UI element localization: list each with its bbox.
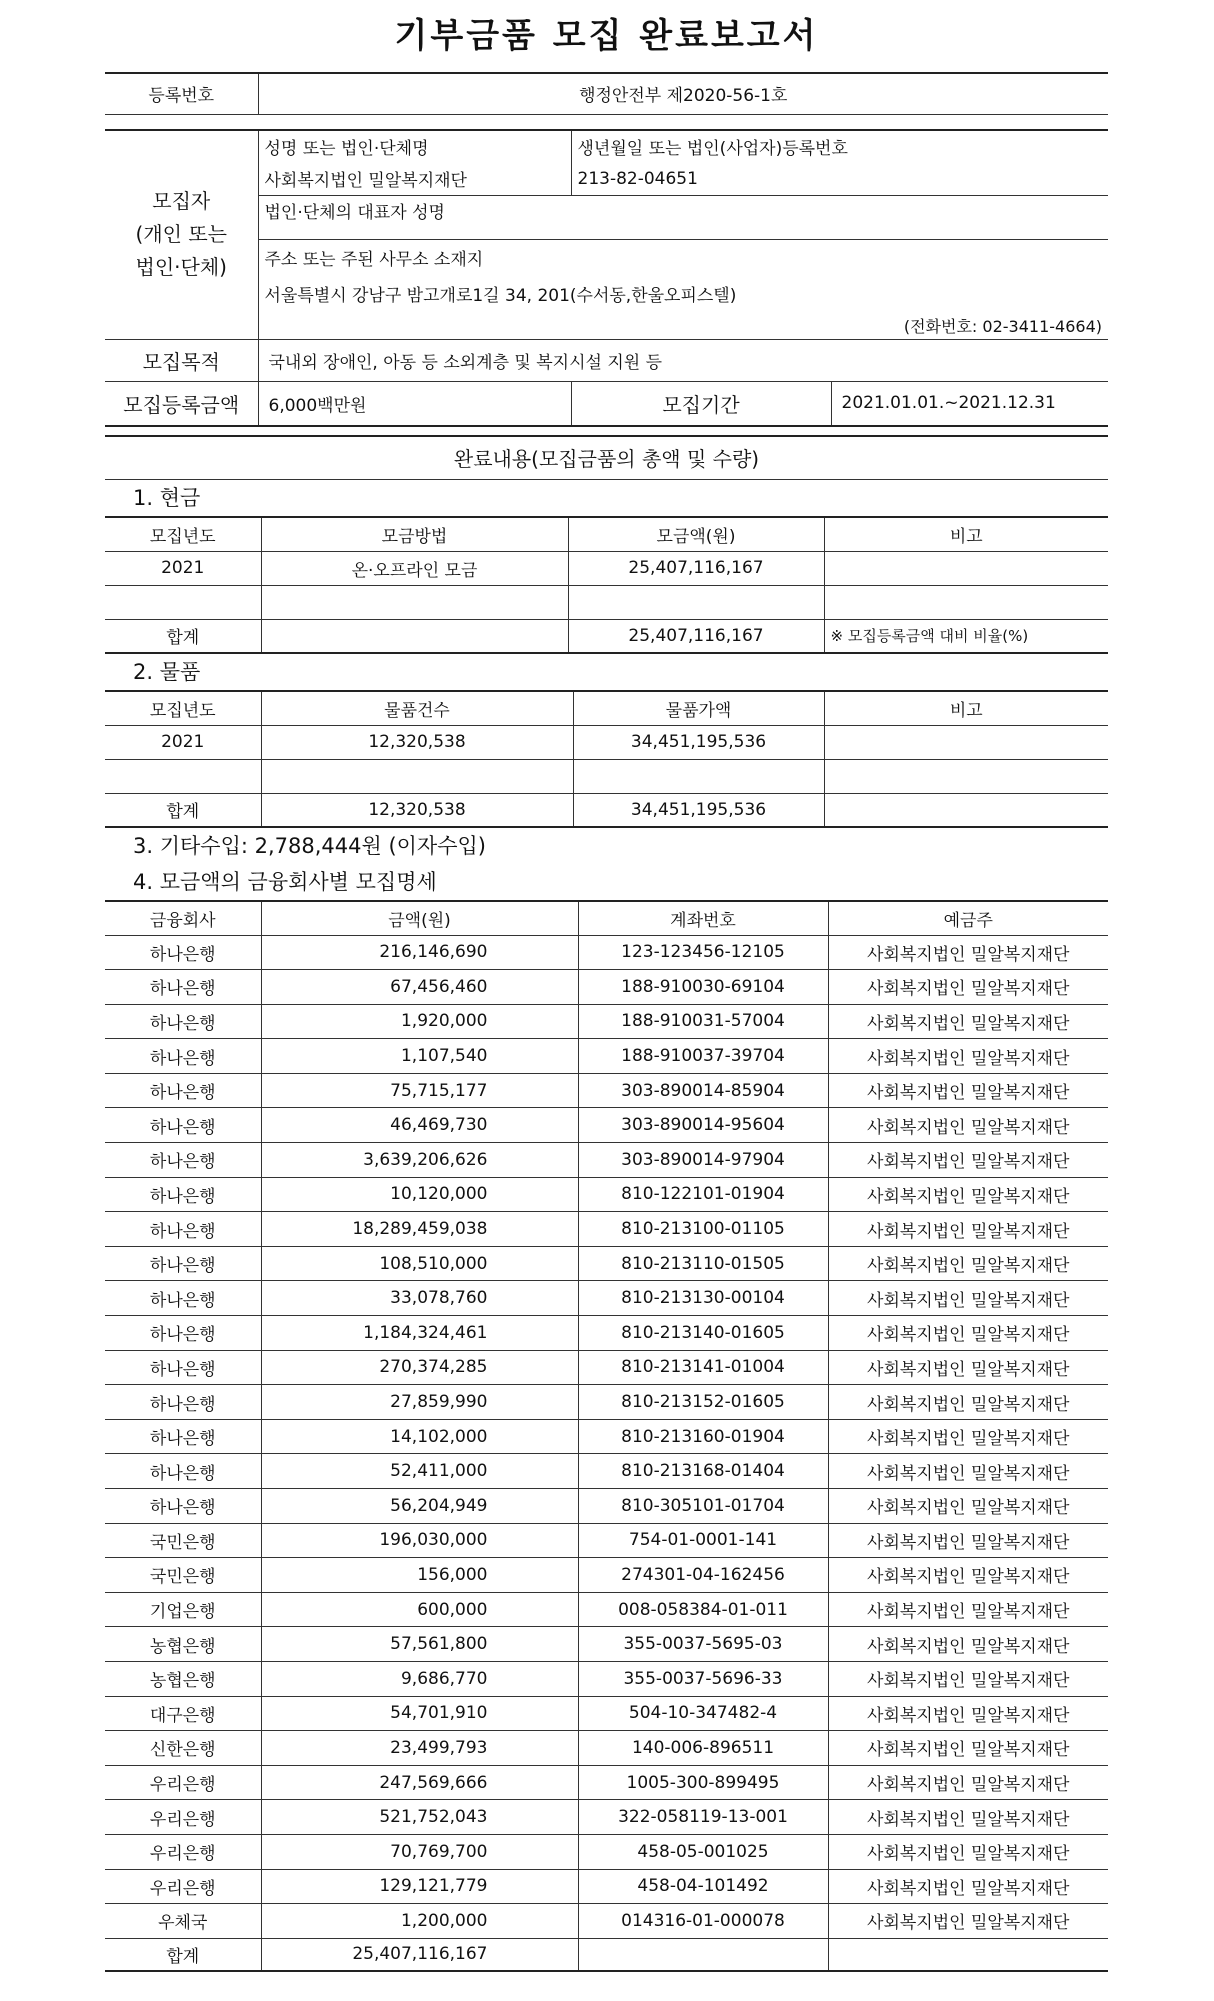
deposit-amount: 23,499,793	[261, 1731, 578, 1766]
table-row	[105, 1143, 1108, 1178]
table-row	[105, 1765, 1108, 1800]
table-row	[105, 1489, 1108, 1524]
cash-header-note: 비고	[824, 517, 1108, 551]
bank-name: 하나은행	[149, 1083, 216, 1104]
cash-total-amount: 25,407,116,167	[568, 619, 824, 653]
table-row	[105, 1177, 1108, 1212]
bank-name: 하나은행	[149, 1152, 216, 1173]
bank-name: 하나은행	[149, 1013, 216, 1034]
deposit-amount: 67,456,460	[261, 970, 578, 1005]
deposit-amount: 129,121,779	[261, 1869, 578, 1904]
name-label: 성명 또는 법인·단체명	[258, 130, 571, 163]
accounts-header-bank: 금융회사	[149, 910, 216, 931]
account-holder: 사회복지법인 밀알복지재단	[828, 1281, 1108, 1316]
account-number: 810-213160-01904	[578, 1419, 828, 1454]
accounts-header-account: 계좌번호	[578, 901, 828, 935]
registration-table	[105, 72, 1108, 115]
account-holder: 사회복지법인 밀알복지재단	[828, 1800, 1108, 1835]
account-number: 355-0037-5695-03	[578, 1627, 828, 1662]
account-holder: 사회복지법인 밀알복지재단	[828, 1454, 1108, 1489]
goods-value: 34,451,195,536	[573, 725, 824, 759]
bank-name: 하나은행	[149, 1290, 216, 1311]
collector-table	[105, 129, 1108, 427]
bank-name: 하나은행	[149, 1394, 216, 1415]
amount-value: 6,000백만원	[258, 382, 571, 426]
bank-name: 하나은행	[149, 1256, 216, 1277]
deposit-amount: 46,469,730	[261, 1108, 578, 1143]
bank-name: 하나은행	[149, 1117, 216, 1138]
deposit-amount: 270,374,285	[261, 1350, 578, 1385]
bank-name: 우리은행	[149, 1844, 216, 1865]
deposit-amount: 247,569,666	[261, 1765, 578, 1800]
bank-name: 우리은행	[149, 1878, 216, 1899]
accounts-body	[105, 935, 1108, 1938]
goods-section-title: 2. 물품	[133, 660, 201, 684]
cash-year: 2021	[161, 558, 205, 578]
account-number: 754-01-0001-141	[578, 1523, 828, 1558]
deposit-amount: 1,107,540	[261, 1039, 578, 1074]
bank-name: 신한은행	[149, 1740, 216, 1761]
name-value: 사회복지법인 밀알복지재단	[258, 163, 571, 196]
account-number: 458-04-101492	[578, 1869, 828, 1904]
account-holder: 사회복지법인 밀알복지재단	[828, 1419, 1108, 1454]
account-number: 014316-01-000078	[578, 1904, 828, 1939]
goods-total-value: 34,451,195,536	[573, 793, 824, 827]
table-row	[105, 1073, 1108, 1108]
deposit-amount: 14,102,000	[261, 1419, 578, 1454]
bank-name: 국민은행	[149, 1532, 216, 1553]
period-value: 2021.01.01.~2021.12.31	[831, 382, 1108, 426]
bank-name: 하나은행	[149, 1463, 216, 1484]
deposit-amount: 196,030,000	[261, 1523, 578, 1558]
account-holder: 사회복지법인 밀알복지재단	[828, 1073, 1108, 1108]
representative-label: 법인·단체의 대표자 성명	[258, 196, 1108, 226]
address-label: 주소 또는 주된 사무소 소재지	[258, 240, 1108, 276]
account-number: 458-05-001025	[578, 1834, 828, 1869]
cash-amount: 25,407,116,167	[568, 551, 824, 585]
table-row	[105, 1039, 1108, 1074]
deposit-amount: 27,859,990	[261, 1385, 578, 1420]
account-holder: 사회복지법인 밀알복지재단	[828, 1212, 1108, 1247]
bank-name: 하나은행	[149, 1048, 216, 1069]
cash-total-label: 합계	[166, 628, 200, 649]
cash-section-title: 1. 현금	[133, 486, 201, 510]
collector-label-line: 법인·단체)	[135, 255, 227, 280]
deposit-amount: 10,120,000	[261, 1177, 578, 1212]
table-row	[105, 935, 1108, 970]
bank-name: 기업은행	[149, 1602, 216, 1623]
table-row	[105, 1696, 1108, 1731]
account-number: 303-890014-95604	[578, 1108, 828, 1143]
bank-name: 농협은행	[149, 1636, 216, 1657]
deposit-amount: 54,701,910	[261, 1696, 578, 1731]
collector-label-line: (개인 또는	[135, 222, 227, 247]
table-row	[105, 970, 1108, 1005]
regno-label: 생년월일 또는 법인(사업자)등록번호	[571, 130, 1108, 163]
table-row	[105, 1454, 1108, 1489]
goods-header-year: 모집년도	[149, 700, 216, 721]
deposit-amount: 52,411,000	[261, 1454, 578, 1489]
accounts-header-amount: 금액(원)	[261, 901, 578, 935]
account-holder: 사회복지법인 밀알복지재단	[828, 1316, 1108, 1351]
phone-number: (전화번호: 02-3411-4664)	[258, 312, 1108, 340]
table-row	[105, 1592, 1108, 1627]
goods-table	[105, 690, 1108, 828]
cash-header-year: 모집년도	[149, 526, 216, 547]
cash-note	[824, 551, 1108, 585]
account-holder: 사회복지법인 밀알복지재단	[828, 1904, 1108, 1939]
account-number: 810-213130-00104	[578, 1281, 828, 1316]
account-holder: 사회복지법인 밀알복지재단	[828, 1246, 1108, 1281]
account-holder: 사회복지법인 밀알복지재단	[828, 1834, 1108, 1869]
table-row	[105, 1661, 1108, 1696]
cash-table	[105, 516, 1108, 654]
period-label: 모집기간	[571, 382, 831, 426]
table-row	[105, 1523, 1108, 1558]
purpose-label: 모집목적	[142, 350, 220, 374]
goods-header-value: 물품가액	[573, 691, 824, 725]
amount-label: 모집등록금액	[123, 392, 240, 417]
document-title: 기부금품 모집 완료보고서	[394, 16, 819, 56]
account-holder: 사회복지법인 밀알복지재단	[828, 1039, 1108, 1074]
deposit-amount: 156,000	[261, 1558, 578, 1593]
table-row	[105, 1627, 1108, 1662]
bank-name: 하나은행	[149, 1498, 216, 1519]
bank-name: 우리은행	[149, 1775, 216, 1796]
account-number: 140-006-896511	[578, 1731, 828, 1766]
table-row	[105, 1004, 1108, 1039]
account-holder: 사회복지법인 밀알복지재단	[828, 935, 1108, 970]
completion-title: 완료내용(모집금품의 총액 및 수량)	[453, 447, 760, 472]
account-number: 810-213141-01004	[578, 1350, 828, 1385]
account-number: 274301-04-162456	[578, 1558, 828, 1593]
account-number: 008-058384-01-011	[578, 1592, 828, 1627]
bank-name: 농협은행	[149, 1671, 216, 1692]
bank-name: 하나은행	[149, 1359, 216, 1380]
address-value: 서울특별시 강남구 밤고개로1길 34, 201(수서동,한울오피스텔)	[258, 276, 1108, 312]
goods-header-count: 물품건수	[261, 691, 573, 725]
deposit-amount: 1,920,000	[261, 1004, 578, 1039]
account-number: 188-910037-39704	[578, 1039, 828, 1074]
accounts-header-holder: 예금주	[828, 901, 1108, 935]
table-row	[105, 1350, 1108, 1385]
deposit-amount: 1,184,324,461	[261, 1316, 578, 1351]
registration-label: 등록번호	[148, 86, 215, 107]
account-holder: 사회복지법인 밀알복지재단	[828, 1696, 1108, 1731]
deposit-amount: 521,752,043	[261, 1800, 578, 1835]
deposit-amount: 1,200,000	[261, 1904, 578, 1939]
registration-number: 행정안전부 제2020-56-1호	[258, 73, 1108, 114]
table-row	[105, 1904, 1108, 1939]
table-row	[105, 1246, 1108, 1281]
account-holder: 사회복지법인 밀알복지재단	[828, 1661, 1108, 1696]
cash-method: 온·오프라인 모금	[261, 551, 568, 585]
bank-name: 하나은행	[149, 1221, 216, 1242]
table-row	[105, 1834, 1108, 1869]
cash-header-method: 모금방법	[261, 517, 568, 551]
account-number: 123-123456-12105	[578, 935, 828, 970]
account-number: 1005-300-899495	[578, 1765, 828, 1800]
account-holder: 사회복지법인 밀알복지재단	[828, 1627, 1108, 1662]
account-holder: 사회복지법인 밀알복지재단	[828, 1489, 1108, 1524]
account-number: 810-213140-01605	[578, 1316, 828, 1351]
bank-name: 우리은행	[149, 1809, 216, 1830]
deposit-amount: 9,686,770	[261, 1661, 578, 1696]
account-holder: 사회복지법인 밀알복지재단	[828, 1108, 1108, 1143]
bank-name: 하나은행	[149, 1186, 216, 1207]
deposit-amount: 33,078,760	[261, 1281, 578, 1316]
deposit-amount: 600,000	[261, 1592, 578, 1627]
goods-year: 2021	[161, 732, 205, 752]
account-number: 810-213100-01105	[578, 1212, 828, 1247]
bank-name: 하나은행	[149, 979, 216, 1000]
table-row	[105, 1108, 1108, 1143]
bank-name: 하나은행	[149, 1325, 216, 1346]
account-holder: 사회복지법인 밀알복지재단	[828, 1004, 1108, 1039]
report-page	[105, 0, 1108, 1972]
completion-header	[105, 435, 1108, 481]
bank-name: 하나은행	[149, 944, 216, 965]
table-row	[105, 1385, 1108, 1420]
deposit-amount: 216,146,690	[261, 935, 578, 970]
deposit-amount: 75,715,177	[261, 1073, 578, 1108]
account-holder: 사회복지법인 밀알복지재단	[828, 1731, 1108, 1766]
collector-label	[105, 130, 258, 340]
account-holder: 사회복지법인 밀알복지재단	[828, 1592, 1108, 1627]
account-holder: 사회복지법인 밀알복지재단	[828, 1523, 1108, 1558]
deposit-amount: 57,561,800	[261, 1627, 578, 1662]
account-number: 355-0037-5696-33	[578, 1661, 828, 1696]
accounts-total-amount: 25,407,116,167	[261, 1938, 578, 1971]
deposit-amount: 18,289,459,038	[261, 1212, 578, 1247]
account-number: 188-910031-57004	[578, 1004, 828, 1039]
account-holder: 사회복지법인 밀알복지재단	[828, 970, 1108, 1005]
account-number: 504-10-347482-4	[578, 1696, 828, 1731]
table-row	[105, 1731, 1108, 1766]
table-row	[105, 1800, 1108, 1835]
table-row	[105, 1316, 1108, 1351]
deposit-amount: 108,510,000	[261, 1246, 578, 1281]
account-holder: 사회복지법인 밀알복지재단	[828, 1869, 1108, 1904]
goods-total-count: 12,320,538	[261, 793, 573, 827]
table-row	[105, 1558, 1108, 1593]
account-number: 303-890014-85904	[578, 1073, 828, 1108]
account-holder: 사회복지법인 밀알복지재단	[828, 1177, 1108, 1212]
account-holder: 사회복지법인 밀알복지재단	[828, 1350, 1108, 1385]
deposit-amount: 3,639,206,626	[261, 1143, 578, 1178]
accounts-section-title: 4. 모금액의 금융회사별 모집명세	[133, 870, 437, 894]
goods-note	[824, 725, 1108, 759]
goods-header-note: 비고	[824, 691, 1108, 725]
accounts-total-label: 합계	[166, 1946, 200, 1967]
account-number: 303-890014-97904	[578, 1143, 828, 1178]
account-holder: 사회복지법인 밀알복지재단	[828, 1765, 1108, 1800]
collector-label-line: 모집자	[152, 189, 211, 214]
table-row	[105, 1281, 1108, 1316]
cash-header-amount: 모금액(원)	[568, 517, 824, 551]
bank-name: 국민은행	[149, 1567, 216, 1588]
goods-count: 12,320,538	[261, 725, 573, 759]
account-number: 810-213110-01505	[578, 1246, 828, 1281]
account-number: 810-213152-01605	[578, 1385, 828, 1420]
account-holder: 사회복지법인 밀알복지재단	[828, 1558, 1108, 1593]
account-holder: 사회복지법인 밀알복지재단	[828, 1143, 1108, 1178]
cash-total-note: ※ 모집등록금액 대비 비율(%)	[824, 619, 1108, 653]
table-row	[105, 1212, 1108, 1247]
bank-name: 우체국	[158, 1913, 208, 1934]
purpose-value: 국내외 장애인, 아동 등 소외계층 및 복지시설 지원 등	[258, 340, 1108, 382]
bank-name: 대구은행	[149, 1705, 216, 1726]
account-number: 322-058119-13-001	[578, 1800, 828, 1835]
account-number: 810-213168-01404	[578, 1454, 828, 1489]
goods-total-label: 합계	[166, 802, 200, 823]
table-row	[105, 1419, 1108, 1454]
other-income: 3. 기타수입: 2,788,444원 (이자수입)	[133, 834, 486, 858]
account-number: 188-910030-69104	[578, 970, 828, 1005]
representative-value	[258, 226, 1108, 240]
accounts-table	[105, 900, 1108, 1972]
regno-value: 213-82-04651	[571, 163, 1108, 196]
account-number: 810-122101-01904	[578, 1177, 828, 1212]
table-row	[105, 1869, 1108, 1904]
deposit-amount: 70,769,700	[261, 1834, 578, 1869]
account-holder: 사회복지법인 밀알복지재단	[828, 1385, 1108, 1420]
account-number: 810-305101-01704	[578, 1489, 828, 1524]
deposit-amount: 56,204,949	[261, 1489, 578, 1524]
bank-name: 하나은행	[149, 1429, 216, 1450]
